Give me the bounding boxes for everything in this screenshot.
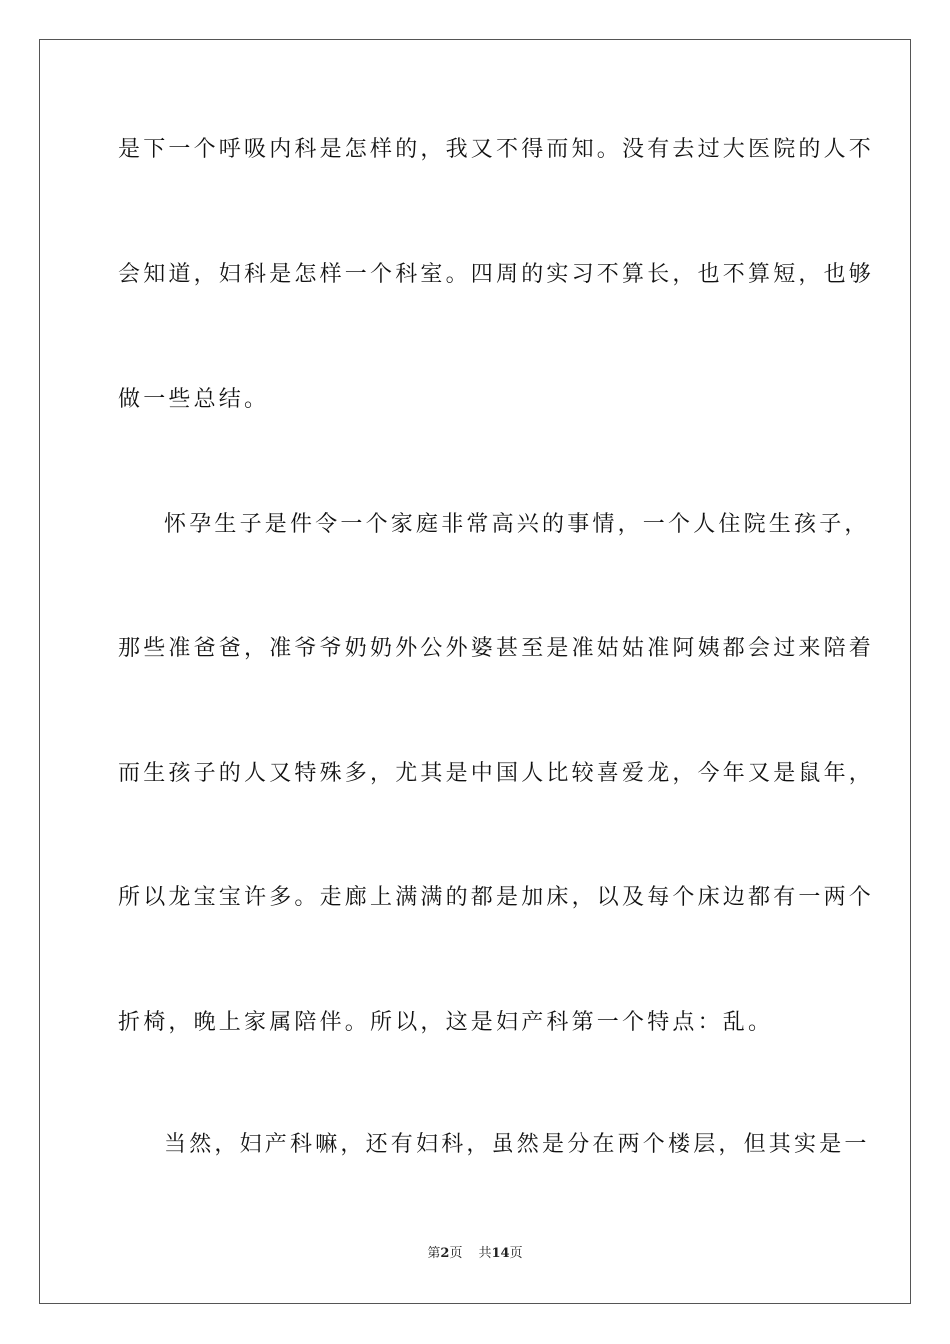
body-text-line: 做一些总结。 bbox=[118, 387, 270, 412]
paragraph-first-line: 怀孕生子是件令一个家庭非常高兴的事情，一个人住院生孩子， bbox=[164, 512, 870, 537]
page-number: 2 bbox=[440, 1246, 450, 1261]
body-text-line: 那些准爸爸，准爷爷奶奶外公外婆甚至是准姑姑准阿姨都会过来陪着 bbox=[118, 636, 875, 661]
page-frame bbox=[39, 39, 911, 1304]
page-footer bbox=[0, 1245, 950, 1263]
body-text-line: 折椅，晚上家属陪伴。所以，这是妇产科第一个特点：乱。 bbox=[118, 1010, 774, 1035]
page-suffix: 页 bbox=[449, 1246, 463, 1261]
page-prefix: 第 bbox=[427, 1246, 441, 1261]
body-text-line: 会知道，妇科是怎样一个科室。四周的实习不算长，也不算短，也够 bbox=[118, 262, 875, 287]
total-pages: 14 bbox=[491, 1246, 510, 1261]
body-text-line: 所以龙宝宝许多。走廊上满满的都是加床，以及每个床边都有一两个 bbox=[118, 885, 875, 910]
total-prefix: 共 bbox=[478, 1246, 492, 1261]
body-text-line: 而生孩子的人又特殊多，尤其是中国人比较喜爱龙，今年又是鼠年， bbox=[118, 761, 875, 786]
paragraph-first-line: 当然，妇产科嘛，还有妇科，虽然是分在两个楼层，但其实是一 bbox=[164, 1132, 870, 1157]
body-text-line: 是下一个呼吸内科是怎样的，我又不得而知。没有去过大医院的人不 bbox=[118, 137, 875, 162]
total-suffix: 页 bbox=[509, 1246, 523, 1261]
